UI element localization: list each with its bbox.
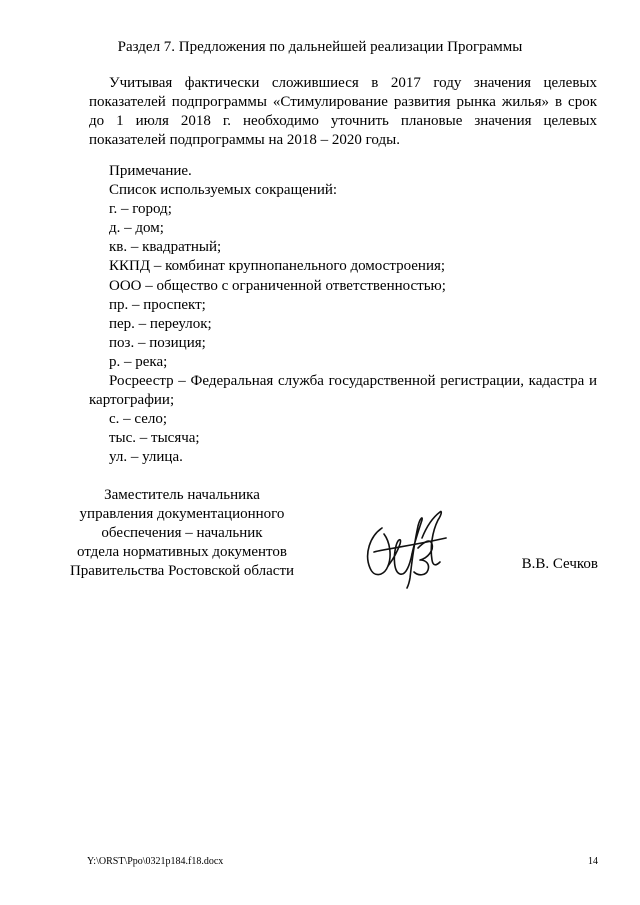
signer-position: [60, 486, 304, 581]
list-item: д. – дом;: [109, 220, 164, 237]
body-paragraph: Учитывая фактически сложившиеся в 2017 году значения целевых показателей подпрограммы «Стимулирование развития рынка жилья» в срок до 1 июля 2018 г. необходимо уточнить плановые значения целевых показателей подпрограммы на 2018 – 2020 годы.: [89, 75, 597, 148]
list-item: р. – река;: [109, 353, 168, 370]
section-title: Раздел 7. Предложения по дальнейшей реализации Программы: [117, 39, 523, 55]
signer-position-line: Правительства Ростовской области: [69, 563, 295, 579]
list-item: поз. – позиция;: [109, 334, 206, 351]
signer-position-line: Заместитель начальника: [104, 487, 260, 503]
list-item: пр. – проспект;: [109, 296, 206, 313]
list-item: г. – город;: [109, 201, 172, 218]
footer-file-path: Y:\ORST\Ppo\0321p184.f18.docx: [87, 856, 224, 867]
abbreviations-list: [89, 162, 597, 468]
list-item: пер. – переулок;: [109, 315, 212, 332]
list-item: ООО – общество с ограниченной ответственностью;: [109, 277, 446, 294]
list-item: тыс. – тысяча;: [109, 430, 200, 447]
handwritten-signature-icon: [360, 508, 450, 590]
signer-position-line: отдела нормативных документов: [77, 544, 287, 560]
list-item: ул. – улица.: [109, 449, 183, 466]
list-item: Росреестр – Федеральная служба государственной регистрации, кадастра и картографии;: [89, 373, 597, 409]
list-item: с. – село;: [109, 411, 168, 428]
signer-position-line: управления документационного: [79, 506, 285, 522]
note-heading: Примечание.: [109, 163, 192, 179]
signer-position-line: обеспечения – начальник: [101, 525, 263, 541]
signer-name: В.В. Сечков: [521, 556, 598, 572]
list-item: кв. – квадратный;: [109, 239, 222, 256]
list-title: Список используемых сокращений:: [109, 182, 338, 199]
page-number: 14: [588, 856, 598, 867]
list-item: ККПД – комбинат крупнопанельного домостроения;: [109, 258, 446, 275]
